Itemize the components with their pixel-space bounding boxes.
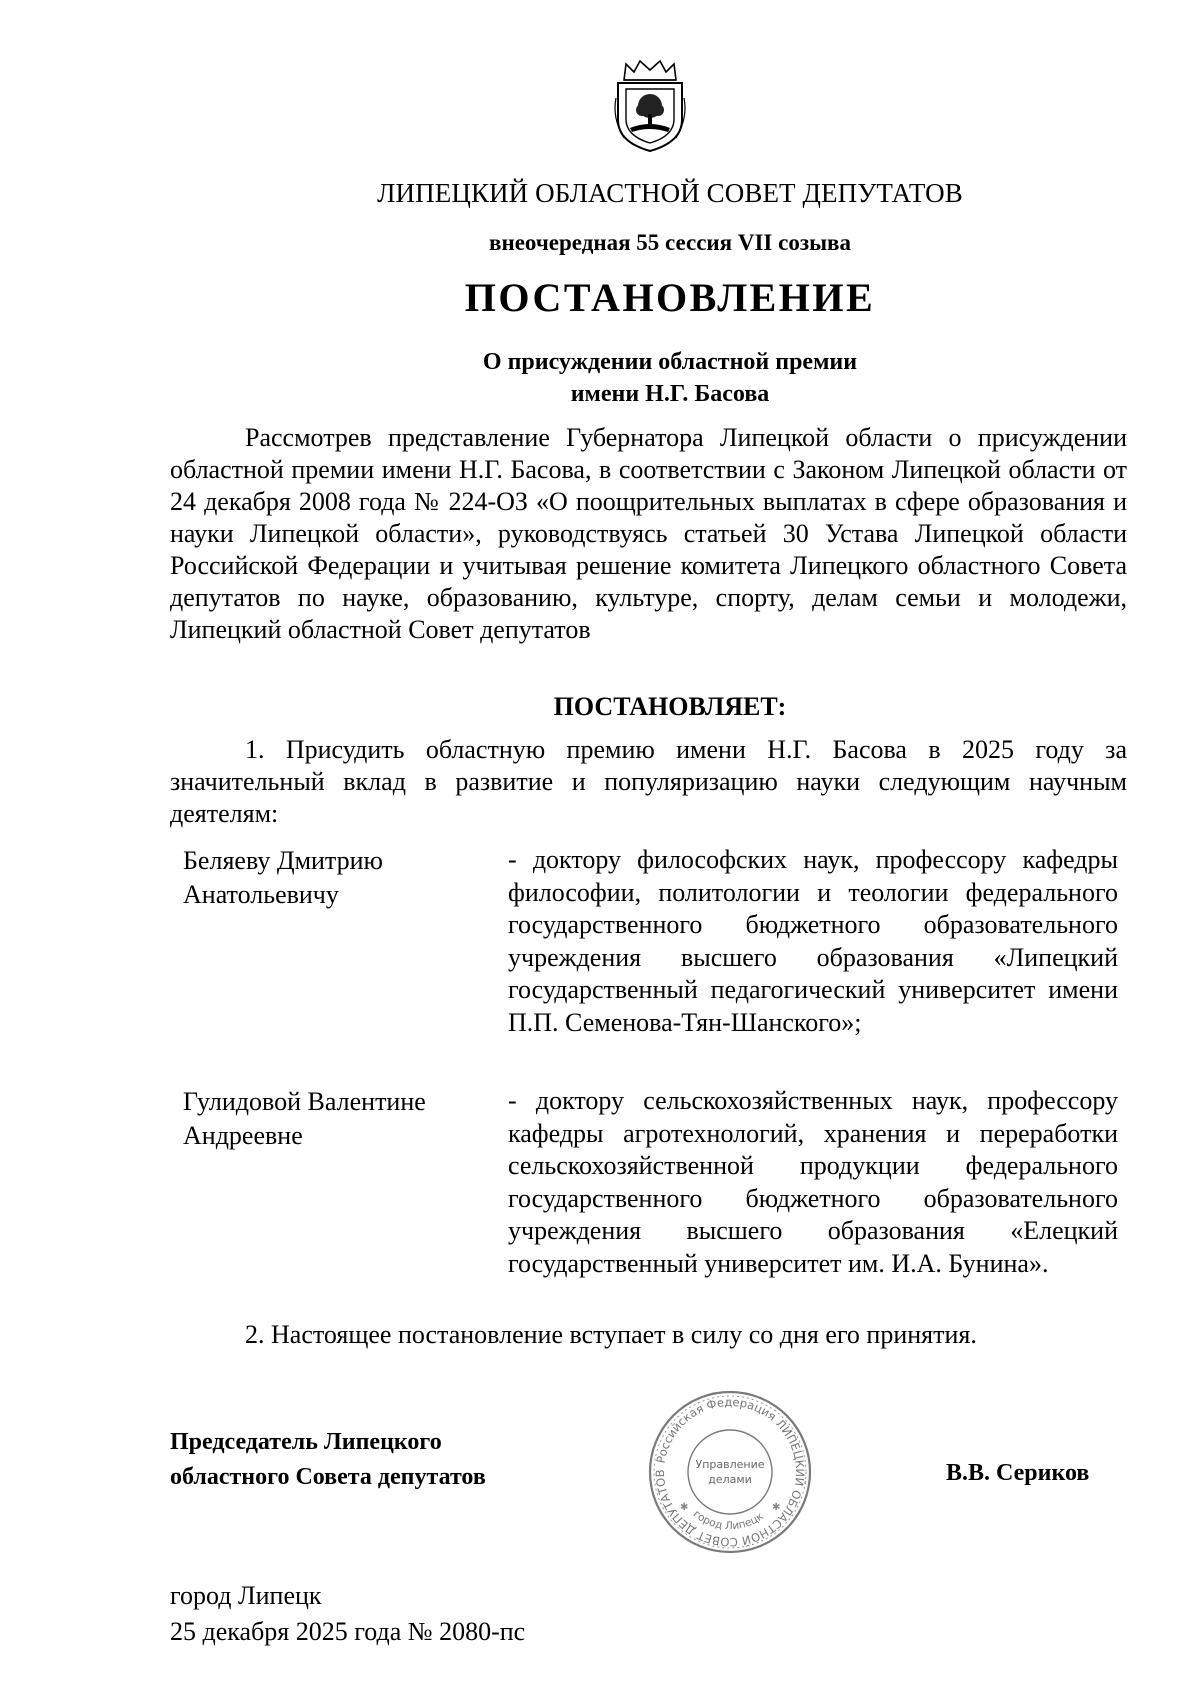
seal-center-line-1: Управление [695,1458,765,1471]
seal-bottom-text: город Липецк [690,1507,766,1533]
laureate-name [183,1085,483,1153]
date-and-number: 25 декабря 2025 года № 2080-пс [170,1617,526,1646]
seal-outer-text: Российская Федерация ЛИПЕЦКИЙ ОБЛАСТНОЙ СОВЕТ ДЕПУТАТОВ [652,1394,808,1550]
item-1-paragraph: 1. Присудить областную премию имени Н.Г. Басова в 2025 году за значительный вклад в развитие и популяризацию науки следующим научным деятелям: [170,735,1127,828]
item-2-paragraph: 2. Настоящее постановление вступает в силу со дня его принятия. [245,1320,977,1349]
resolves-heading: ПОСТАНОВЛЯЕТ: [553,692,787,721]
seal-center-line-2: делами [708,1473,752,1486]
laureate-name [183,844,483,912]
signer-name: В.В. Сериков [946,1460,1090,1486]
document-subject [170,346,1170,410]
city-name: город Липецк [170,1581,322,1610]
laureate-description: - доктору сельскохозяйственных наук, профессору кафедры агротехнологий, хранения и переработки сельскохозяйственной продукции федерального государственного бюджетного образовательного учреждения высшего образования «Елецкий государственный университет им. И.А. Бунина». [508,1086,1118,1278]
signatory-position [170,1425,486,1495]
laureate-patronymic-line: Анатольевичу [183,880,339,909]
laureate-surname-line: Гулидовой Валентине [183,1087,426,1116]
official-seal-icon [646,1388,814,1556]
seal-star-icon: ✱ [680,1502,689,1513]
subject-line-2: имени Н.Г. Басова [570,381,770,407]
laureate-surname-line: Беляеву Дмитрию [183,846,383,875]
subject-line-1: О присуждении областной премии [482,349,858,375]
session-line: внеочередная 55 сессия VII созыва [489,230,851,255]
document-type-title: ПОСТАНОВЛЕНИЕ [464,275,876,320]
seal-star-icon: ✱ [772,1502,781,1513]
position-line-1: Председатель Липецкого [170,1429,442,1455]
council-name: ЛИПЕЦКИЙ ОБЛАСТНОЙ СОВЕТ ДЕПУТАТОВ [377,178,963,208]
laureate-patronymic-line: Андреевне [183,1121,303,1150]
lipetsk-coat-of-arms-icon [612,58,688,154]
laureate-description: - доктору философских наук, профессору кафедры философии, политологии и теологии федерального государственного бюджетного образовательного учреждения высшего образования «Липецкий государственный педагогический университет имени П.П. Семенова-Тян-Шанского»; [508,845,1118,1037]
document-footer [170,1578,525,1650]
preamble-paragraph: Рассмотрев представление Губернатора Липецкой области о присуждении областной премии имени Н.Г. Басова, в соответствии с Законом Липецкой области от 24 декабря 2008 года № 224-ОЗ «О поощрительных выплатах в сфере образования и науки Липецкой области», руководствуясь статьей 30 Устава Липецкой области Российской Федерации и учитывая решение комитета Липецкого областного Совета депутатов по науке, образованию, культуре, спорту, делам семьи и молодежи, Липецкий областной Совет депутатов [170,423,1127,644]
position-line-2: областного Совета депутатов [170,1464,486,1490]
